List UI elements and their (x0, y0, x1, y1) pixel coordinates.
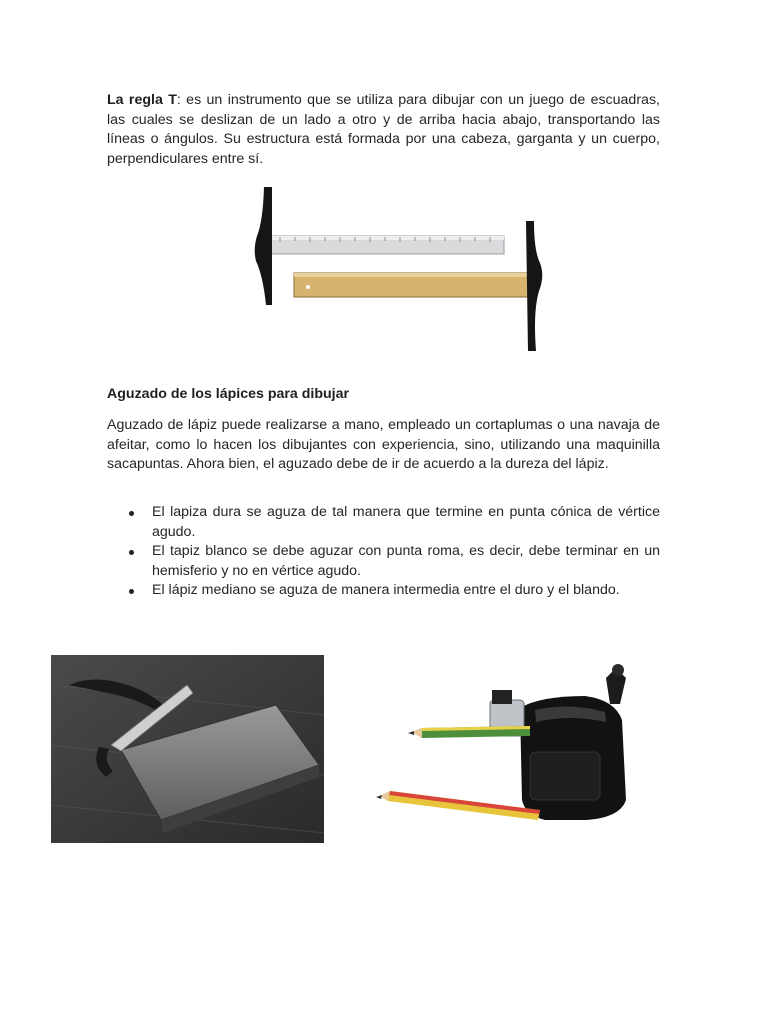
sharpening-heading: Aguzado de los lápices para dibujar (107, 386, 350, 402)
sharpener-image (370, 660, 645, 830)
t-square-description: : es un instrumento que se utiliza para dibujar con un juego de escuadras, las cuales se deslizan de un lado a otro y de arriba hacia abajo, transportando las líneas o ángulos. Su estructura está formada por una cabeza, garganta y un cuerpo, perpendiculares entre sí. (107, 92, 660, 167)
bullet-icon (129, 511, 134, 516)
t-square-paragraph (107, 91, 660, 169)
razor-image (51, 655, 324, 843)
list-item: El tapiz blanco se debe aguzar con punta roma, es decir, debe terminar en un hemisferio y no en vértice agudo. (107, 542, 660, 581)
list-item: El lapiza dura se aguza de tal manera que termine en punta cónica de vértice agudo. (107, 503, 660, 542)
list-item: El lápiz mediano se aguza de manera intermedia entre el duro y el blando. (107, 581, 660, 601)
sharpening-list (107, 503, 660, 601)
bullet-icon (129, 550, 134, 555)
sharpening-paragraph: Aguzado de lápiz puede realizarse a mano, empleado un cortaplumas o una navaja de afeitar, como lo hacen los dibujantes con experiencia, sino, utilizando una maquinilla sacapuntas. Ahora bien, el aguzado debe de ir de acuerdo a la dureza del lápiz. (107, 417, 660, 473)
t-square-term: La regla T (107, 92, 177, 108)
bullet-icon (129, 589, 134, 594)
t-square-image (250, 181, 550, 357)
